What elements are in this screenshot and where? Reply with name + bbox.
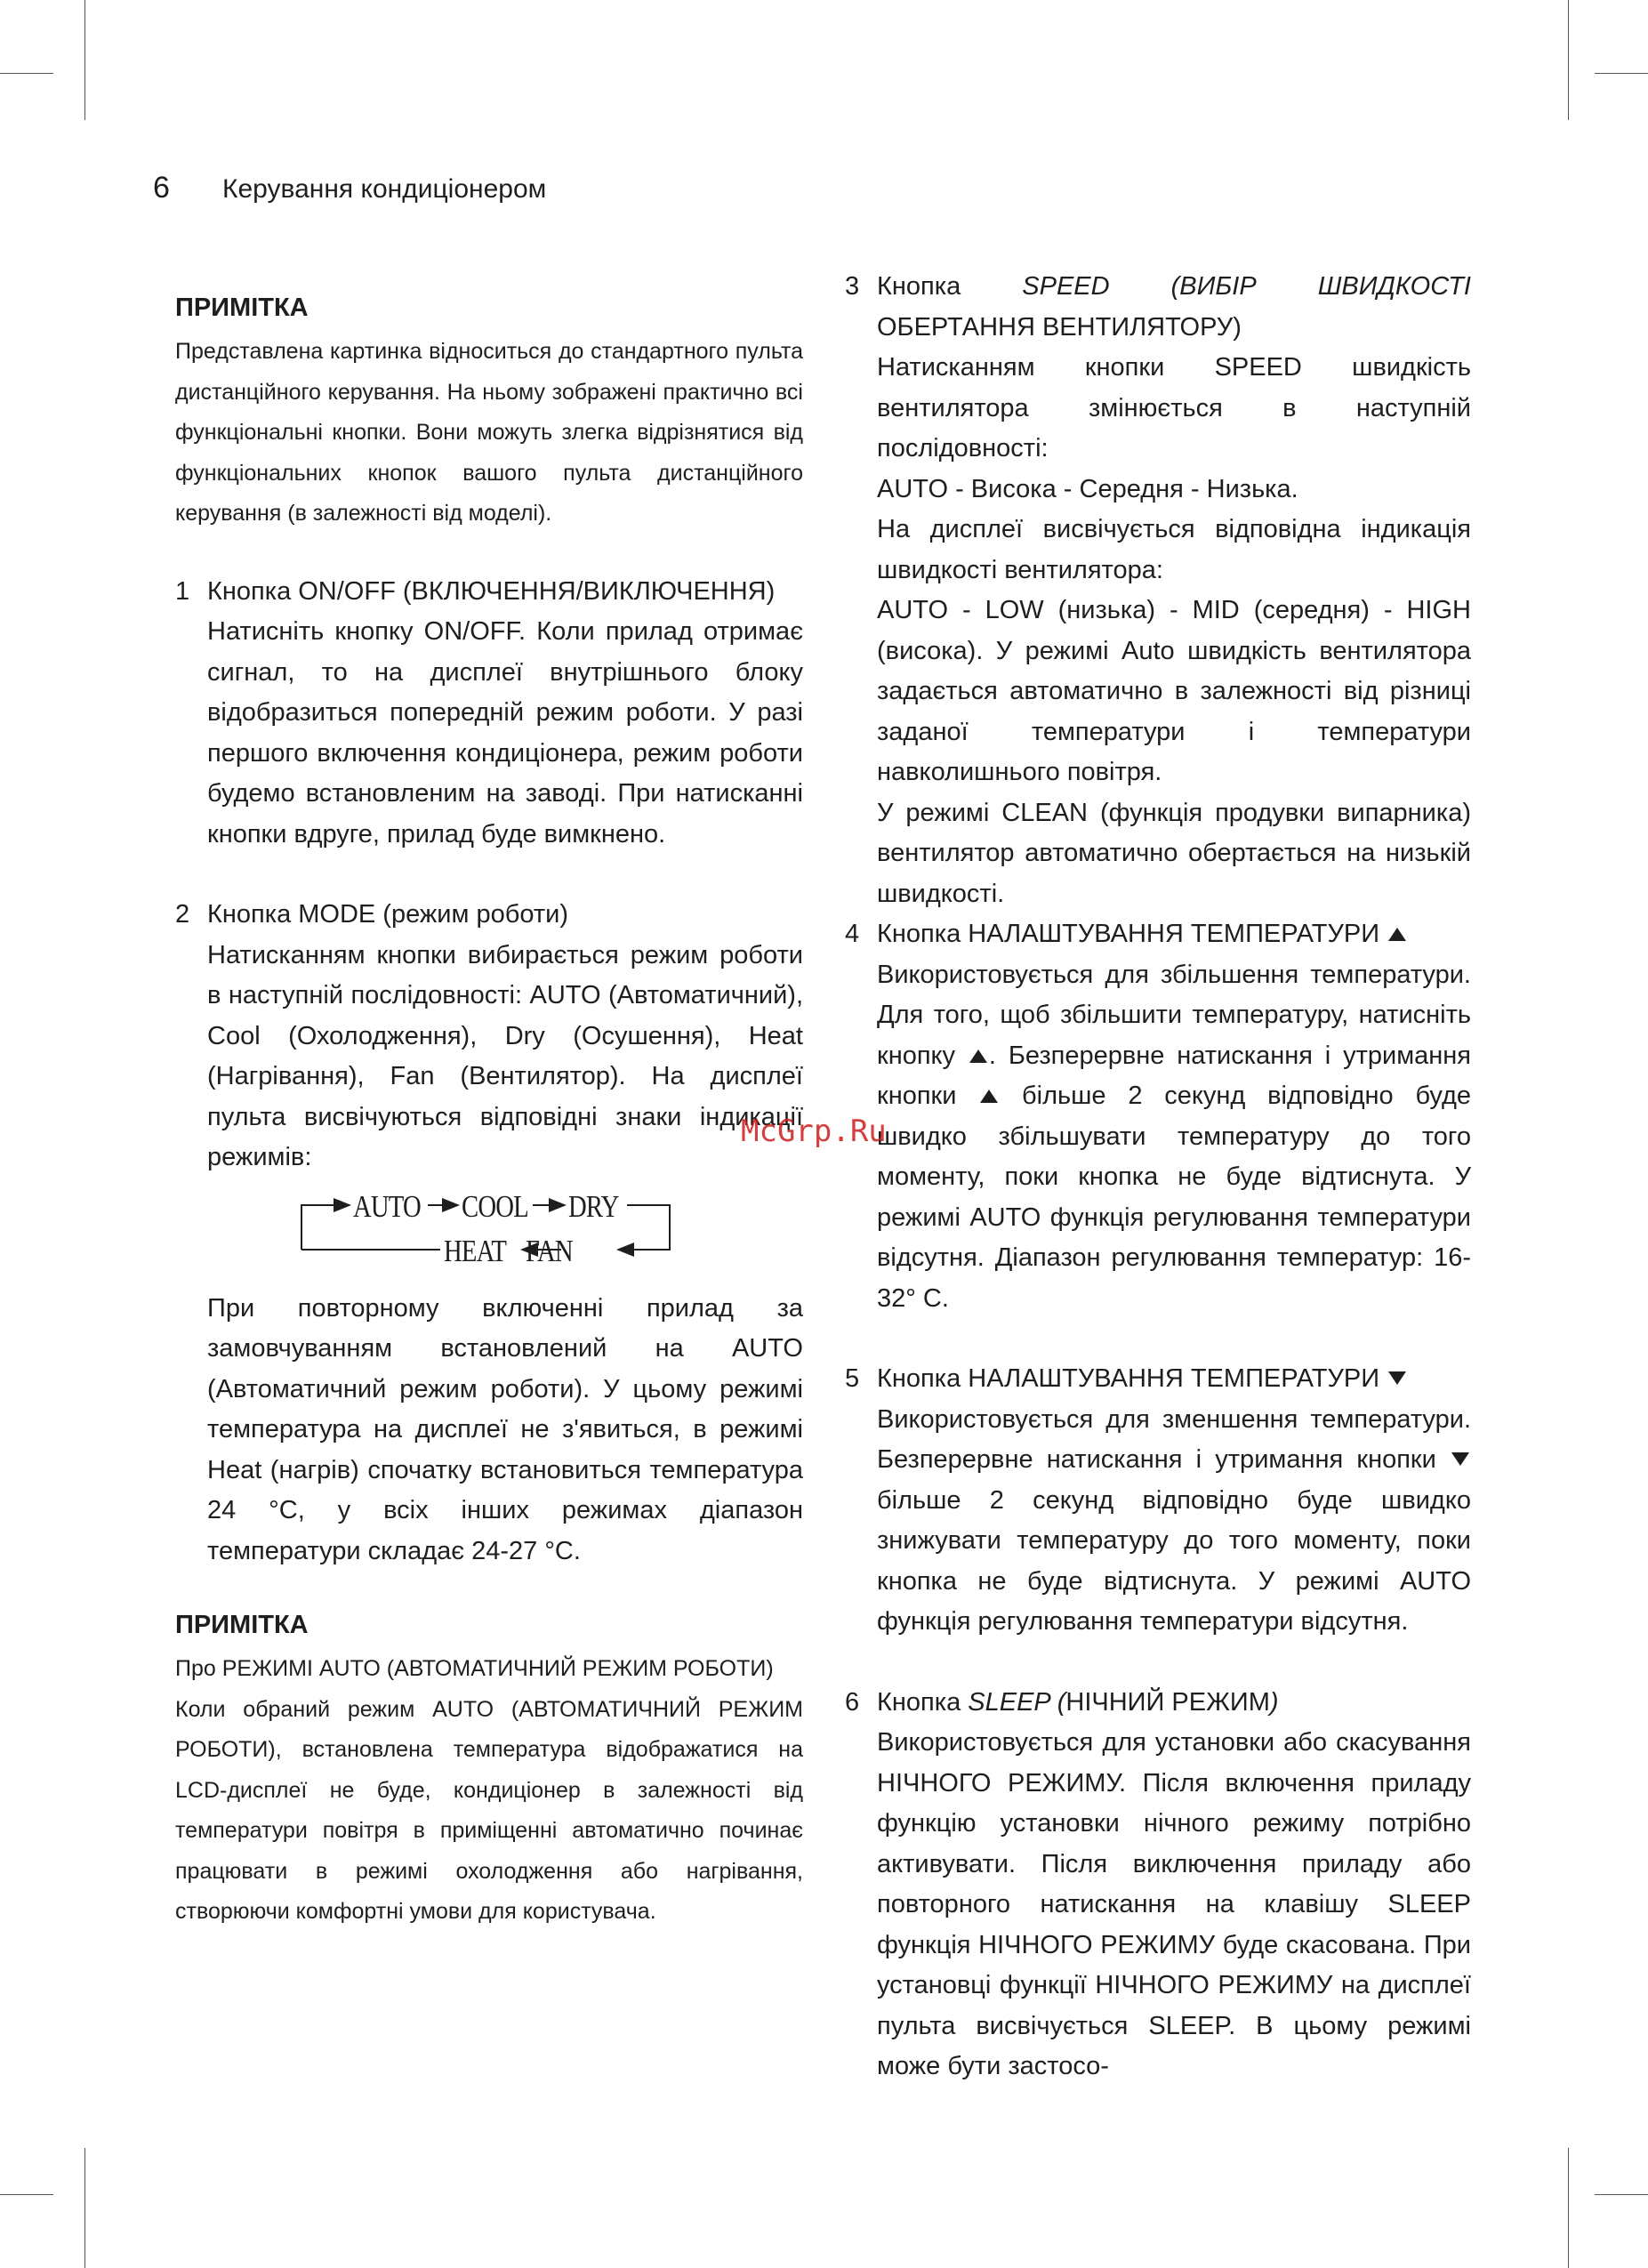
note-block xyxy=(175,1611,803,1933)
item-text-part: Використовується для зменшення температури. Безперервне натискання і утримання кнопки xyxy=(877,1404,1471,1474)
item-title xyxy=(877,914,1471,955)
triangle-up-icon xyxy=(969,1050,987,1063)
item-title: Кнопка ON/OFF (ВКЛЮЧЕННЯ/ВИКЛЮЧЕННЯ) xyxy=(207,576,776,606)
item-text-part: . Безперервне натискання і утримання кнопки xyxy=(877,1041,1471,1110)
item-sleep xyxy=(845,1683,1471,2087)
item-speed xyxy=(845,267,1471,914)
item-text-part: більше 2 секунд відповідно буде швидко знижувати температуру до того моменту, поки кнопка не буде відтиснута. У режимі AUTO функція регулювання температури відсутня. xyxy=(877,1485,1471,1636)
item-title-emphasis: ) xyxy=(1269,1687,1279,1717)
page-title: Керування кондиціонером xyxy=(222,174,547,204)
item-text-part: Використовується для збільшення температури. Для того, щоб збільшити температуру, натисніть кнопку xyxy=(877,960,1471,1070)
item-title-prefix: Кнопка xyxy=(877,272,1023,301)
item-text: Натисканням кнопки SPEED швидкість вентилятора змінюється в наступній послідовності: xyxy=(877,353,1471,462)
mode-dry-label: DRY xyxy=(568,1188,619,1224)
item-title-text: Кнопка НАЛАШТУВАННЯ ТЕМПЕРАТУРИ xyxy=(877,920,1380,948)
item-title: ОБЕРТАННЯ ВЕНТИЛЯТОРУ) xyxy=(877,312,1242,342)
item-text: AUTO - LOW (низька) - MID (середня) - HIGH (висока). У режимі Auto швидкість вентилятора задається автоматично в залежності від різниці заданої температури і температури навколишнього повітря. xyxy=(877,596,1471,786)
right-column xyxy=(845,267,1471,2087)
item-text-part: більше 2 секунд відповідно буде швидко збільшувати температуру до того моменту, поки кнопка не буде відтиснута. У режимі AUTO функція регулювання температури відсутня. Діапазон регулювання температур: 16-32° С. xyxy=(877,1082,1472,1313)
note-text: Коли обраний режим AUTO (АВТОМАТИЧНИЙ РЕЖИМ РОБОТИ), встановлена температура відображатися на LCD-дисплеї не буде, кондиціонер в залежності від температури повітря в приміщенні автоматично починає працювати в режимі охолодження або нагрівання, створюючи комфортні умови для користувача. xyxy=(175,1696,803,1924)
mode-sequence-diagram xyxy=(296,1184,705,1282)
mode-cool-label: COOL xyxy=(462,1188,528,1224)
item-text: У режимі CLEAN (функція продувки випарника) вентилятор автоматично обертається на низькій швидкості. xyxy=(877,798,1471,908)
item-number: 1 xyxy=(175,576,190,606)
note-heading: ПРИМІТКА xyxy=(175,294,309,322)
note-text: Представлена картинка відноситься до стандартного пульта дистанційного керування. На ньому зображені практично всі функціональні кнопки. Вони можуть злегка відрізнятися від функціональних кнопок вашого пульта дистанційного керування (в залежності від моделі). xyxy=(175,339,803,526)
triangle-down-icon xyxy=(1451,1452,1469,1466)
watermark: McGrp.Ru xyxy=(741,1114,887,1149)
item-text: AUTO - Висока - Середня - Низька. xyxy=(877,474,1298,503)
item-title-text: НІЧНИЙ РЕЖИМ xyxy=(1065,1687,1270,1717)
item-number: 3 xyxy=(845,272,860,301)
item-temp-down xyxy=(845,1359,1471,1643)
crop-mark xyxy=(84,2148,85,2268)
crop-mark xyxy=(1595,73,1648,74)
item-text xyxy=(877,955,1471,1320)
item-number: 2 xyxy=(175,900,190,929)
item-title-emphasis: SLEEP ( xyxy=(968,1687,1066,1717)
item-title xyxy=(877,1683,1471,1724)
item-text: На дисплеї висвічується відповідна індикація швидкості вентилятора: xyxy=(877,515,1471,584)
item-temp-up xyxy=(845,914,1471,1319)
crop-mark xyxy=(0,2194,53,2195)
item-title-prefix: Кнопка xyxy=(877,1687,969,1717)
note-text: Про РЕЖИМІ AUTO (АВТОМАТИЧНИЙ РЕЖИМ РОБОТИ) xyxy=(175,1656,774,1681)
item-number: 5 xyxy=(845,1364,860,1393)
note-block xyxy=(175,294,803,535)
item-number: 4 xyxy=(845,920,860,948)
item-on-off xyxy=(175,572,803,856)
item-text xyxy=(877,1400,1471,1643)
item-title: Кнопка MODE (режим роботи) xyxy=(207,900,568,929)
item-title-text: Кнопка НАЛАШТУВАННЯ ТЕМПЕРАТУРИ xyxy=(877,1364,1380,1393)
triangle-down-icon xyxy=(1388,1371,1406,1385)
note-heading: ПРИМІТКА xyxy=(175,1611,309,1639)
crop-mark xyxy=(1568,2148,1569,2268)
crop-mark xyxy=(84,0,85,120)
item-number: 6 xyxy=(845,1687,860,1717)
crop-mark xyxy=(1568,0,1569,120)
item-text: При повторному включенні прилад за замовчуванням встановлений на AUTO (Автоматичний режим роботи). У цьому режимі температура на дисплеї не з'явиться, в режимі Heat (нагрів) спочатку встановиться температура 24 °C, у всіх інших режимах діапазон температури складає 24-27 °C. xyxy=(207,1293,803,1565)
mode-fan-label: FAN xyxy=(526,1233,573,1268)
item-text: Натисканням кнопки вибирається режим роботи в наступній послідовності: AUTO (Автоматичний), Cool (Охолодження), Dry (Осушення), Heat (Нагрівання), Fan (Вентилятор). На дисплеї пульта висвічуються відповідні знаки індикації режимів: xyxy=(207,940,803,1171)
item-text: Натисніть кнопку ON/OFF. Коли прилад отримає сигнал, то на дисплеї внутрішнього блоку відобразиться попередній режим роботи. У разі першого включення кондиціонера, режим роботи будемо встановленим на заводі. При натисканні кнопки вдруге, прилад буде вимкнено. xyxy=(207,617,803,848)
triangle-up-icon xyxy=(980,1090,998,1103)
page-number: 6 xyxy=(153,171,170,205)
item-title xyxy=(877,1359,1471,1400)
item-title xyxy=(877,267,1471,308)
crop-mark xyxy=(0,73,53,74)
item-mode xyxy=(175,895,803,1572)
item-title-emphasis: SPEED (ВИБІР ШВИДКОСТІ xyxy=(1022,272,1471,301)
mode-heat-label: HEAT xyxy=(444,1233,507,1268)
left-column xyxy=(175,283,803,1933)
crop-mark xyxy=(1595,2194,1648,2195)
mode-auto-label: AUTO xyxy=(353,1188,421,1224)
triangle-up-icon xyxy=(1388,928,1406,941)
item-text: Використовується для установки або скасування НІЧНОГО РЕЖИМУ. Після включення приладу функцію установки нічного режиму потрібно активувати. Після виключення приладу або повторного натискання на клавішу SLEEP функція НІЧНОГО РЕЖИМУ буде скасована. При установці функції НІЧНОГО РЕЖИМУ на дисплеї пульта висвічується SLEEP. В цьому режимі може бути застосо- xyxy=(877,1728,1471,2080)
